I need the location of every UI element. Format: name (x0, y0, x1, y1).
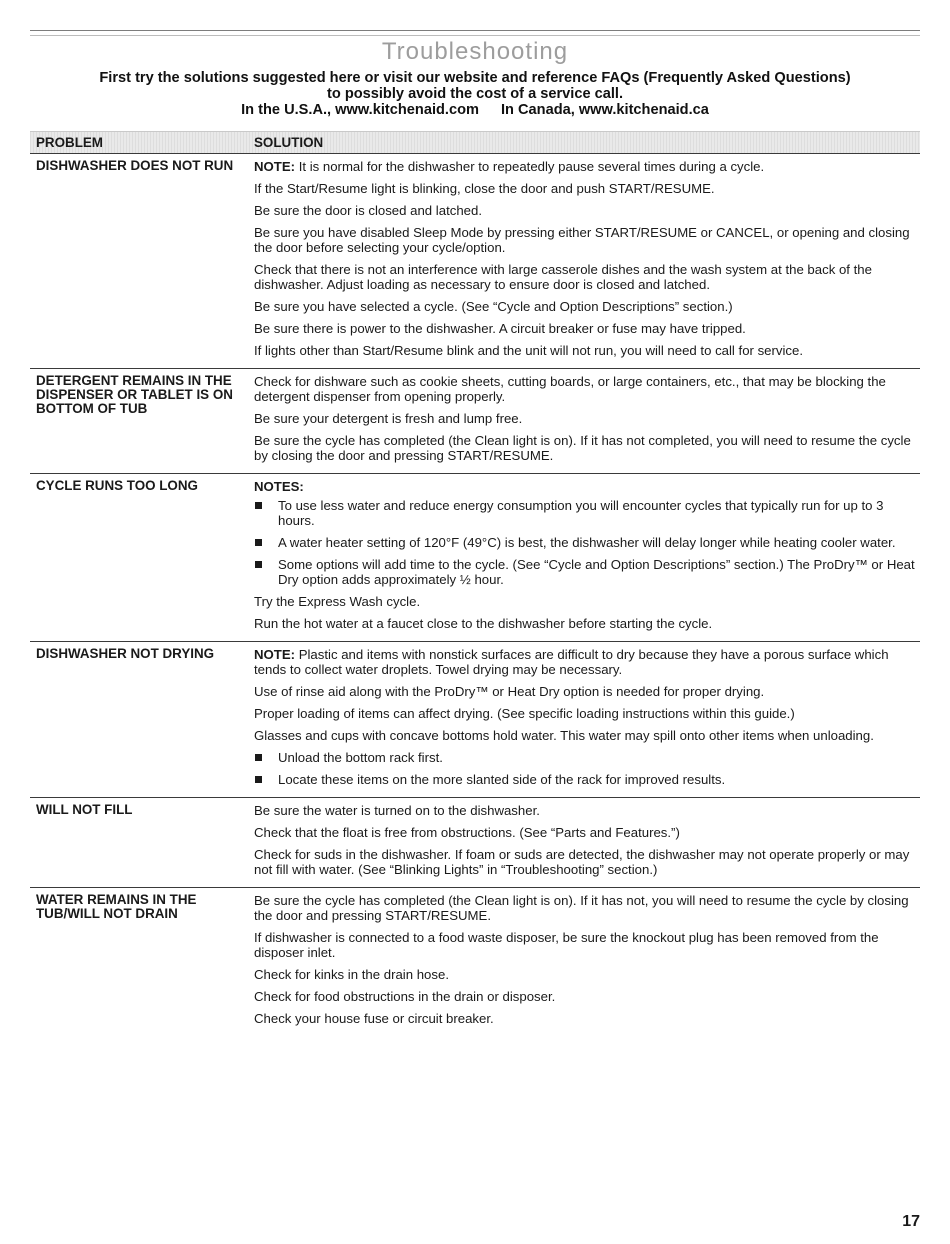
table-row (30, 798, 920, 888)
table-row (30, 888, 920, 1036)
troubleshooting-page (30, 30, 920, 1036)
top-rule (30, 30, 920, 36)
solution-item: Check that the float is free from obstructions. (See “Parts and Features.”) (254, 825, 680, 840)
problem-header: PROBLEM (36, 135, 103, 150)
square-bullet-icon (254, 772, 278, 787)
table-row (30, 474, 920, 642)
solution-item: Use of rinse aid along with the ProDry™ or Heat Dry option is needed for proper drying. (254, 684, 765, 699)
problem-cell: DISHWASHER DOES NOT RUN (36, 158, 234, 173)
table-header (30, 131, 920, 154)
bullet-item: To use less water and reduce energy consumption you will encounter cycles that typically run for up to 3 hours. (254, 498, 918, 528)
solution-item: Check that there is not an interference with large casserole dishes and the wash system at the back of the dishwasher. Adjust loading as necessary to ensure door is closed and latched. (254, 262, 872, 292)
solution-item: Check for kinks in the drain hose. (254, 967, 449, 982)
square-bullet-icon (254, 498, 278, 528)
solution-item: Check for dishware such as cookie sheets, cutting boards, or large containers, etc., that may be blocking the detergent dispenser from opening properly. (254, 374, 886, 404)
note (254, 647, 918, 677)
solution-item: Be sure the door is closed and latched. (254, 203, 482, 218)
solution-cell (254, 803, 920, 884)
note-label: NOTE: (254, 647, 296, 662)
intro-links (30, 102, 920, 118)
note-text: Plastic and items with nonstick surfaces are difficult to dry because they have a porous surface which tends to collect water droplets. Towel drying may be necessary. (254, 647, 889, 677)
table-row (30, 642, 920, 798)
problem-cell: WILL NOT FILL (36, 802, 133, 817)
solution-item: Be sure there is power to the dishwasher. A circuit breaker or fuse may have tripped. (254, 321, 746, 336)
square-bullet-icon (254, 535, 278, 550)
solution-item: If lights other than Start/Resume blink and the unit will not run, you will need to call for service. (254, 343, 804, 358)
page-number: 17 (902, 1213, 920, 1230)
solution-item: Proper loading of items can affect drying. (See specific loading instructions within this guide.) (254, 706, 795, 721)
solution-cell (254, 374, 920, 470)
solution-item: Run the hot water at a faucet close to the dishwasher before starting the cycle. (254, 616, 713, 631)
square-bullet-icon (254, 557, 278, 587)
solution-item: Be sure the cycle has completed (the Clean light is on). If it has not, you will need to resume the cycle by closing the door and pressing START/RESUME. (254, 893, 909, 923)
solution-item: Be sure you have selected a cycle. (See “Cycle and Option Descriptions” section.) (254, 299, 733, 314)
solution-item: If dishwasher is connected to a food waste disposer, be sure the knockout plug has been removed from the disposer inlet. (254, 930, 879, 960)
solution-item: Glasses and cups with concave bottoms hold water. This water may spill onto other items when unloading. (254, 728, 874, 743)
solution-cell (254, 479, 920, 638)
solution-cell (254, 893, 920, 1033)
table-row (30, 154, 920, 369)
solution-item: Check for suds in the dishwasher. If foam or suds are detected, the dishwasher may not operate properly or may not fill with water. (See “Blinking Lights” in “Troubleshooting” section.) (254, 847, 910, 877)
bullet-item: Unload the bottom rack first. (254, 750, 918, 765)
bullet-item: Locate these items on the more slanted side of the rack for improved results. (254, 772, 918, 787)
problem-cell: DISHWASHER NOT DRYING (36, 646, 215, 661)
bullet-item: Some options will add time to the cycle. (See “Cycle and Option Descriptions” section.) The ProDry™ or Heat Dry option adds approximately ½ hour. (254, 557, 918, 587)
note-text: It is normal for the dishwasher to repeatedly pause several times during a cycle. (298, 159, 765, 174)
us-website-link[interactable]: In the U.S.A., www.kitchenaid.com (241, 102, 479, 118)
page-title: Troubleshooting (381, 38, 569, 65)
square-bullet-icon (254, 750, 278, 765)
solution-item: Check your house fuse or circuit breaker. (254, 1011, 494, 1026)
table-row (30, 369, 920, 474)
bullet-item: A water heater setting of 120°F (49°C) is best, the dishwasher will delay longer while heating cooler water. (254, 535, 918, 550)
canada-website-link[interactable]: In Canada, www.kitchenaid.ca (500, 102, 709, 118)
solution-cell (254, 647, 920, 794)
problem-cell: WATER REMAINS IN THE TUB/WILL NOT DRAIN (36, 892, 197, 921)
note (254, 159, 918, 174)
solution-item: Be sure your detergent is fresh and lump free. (254, 411, 523, 426)
solution-item: Be sure the cycle has completed (the Clean light is on). If it has not completed, you will need to resume the cycle by closing the door and pressing START/RESUME. (254, 433, 911, 463)
note-label: NOTE: (254, 159, 296, 174)
solution-item: Be sure the water is turned on to the dishwasher. (254, 803, 540, 818)
solution-header: SOLUTION (254, 135, 324, 150)
intro-text (30, 70, 920, 118)
intro-line-2: to possibly avoid the cost of a service call. (326, 86, 624, 102)
problem-cell: CYCLE RUNS TOO LONG (36, 478, 198, 493)
solution-item: If the Start/Resume light is blinking, close the door and push START/RESUME. (254, 181, 715, 196)
notes-label: NOTES: (254, 479, 304, 494)
solution-cell (254, 159, 920, 365)
solution-item: Try the Express Wash cycle. (254, 594, 421, 609)
solution-item: Check for food obstructions in the drain or disposer. (254, 989, 556, 1004)
problem-cell: DETERGENT REMAINS IN THE DISPENSER OR TABLET IS ON BOTTOM OF TUB (36, 373, 233, 416)
solution-item: Be sure you have disabled Sleep Mode by pressing either START/RESUME or CANCEL, or opening and closing the door before selecting your cycle/option. (254, 225, 910, 255)
intro-line-1: First try the solutions suggested here or visit our website and reference FAQs (Frequently Asked Questions) (99, 70, 851, 86)
